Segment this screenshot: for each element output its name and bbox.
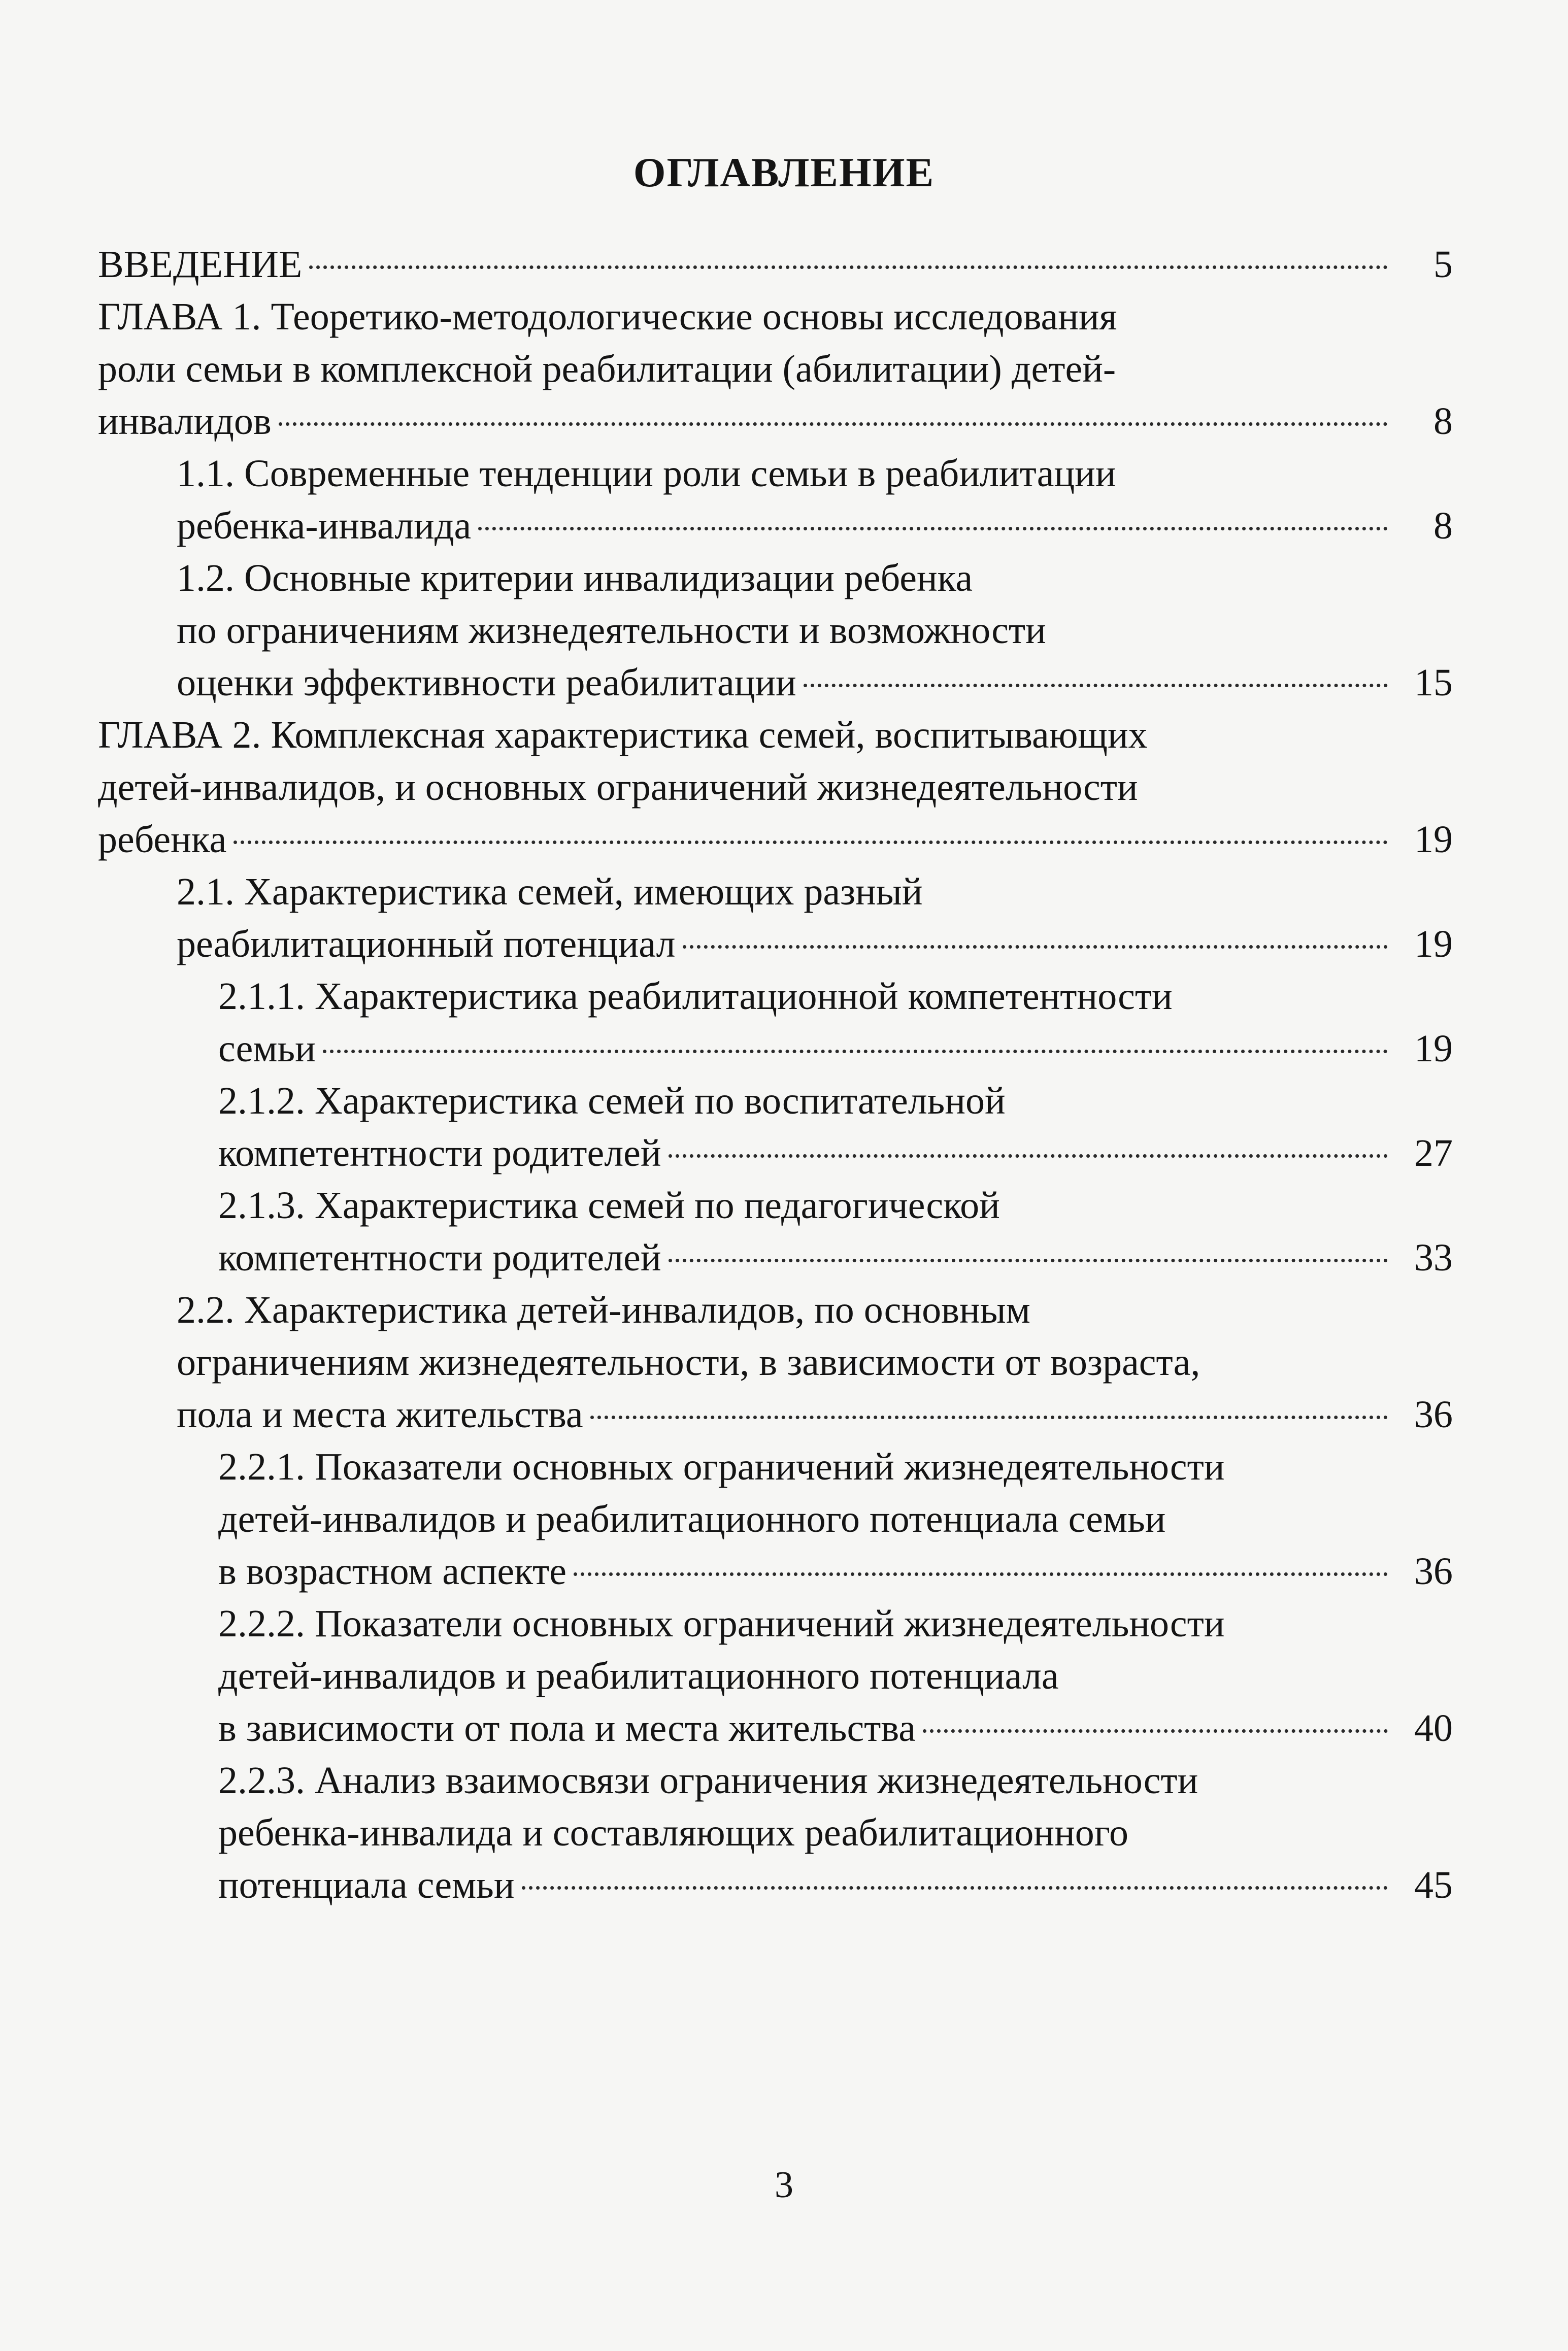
toc-entry-text: детей-инвалидов и реабилитационного потенциала [218,1655,1059,1697]
toc-entry-line [218,1180,1568,1232]
toc-entry-line [177,1389,1453,1441]
toc-entry [177,866,1568,970]
toc-entry [177,1284,1568,1441]
dot-leader [574,1572,1388,1576]
toc-entry-text: в зависимости от пола и места жительства [218,1707,916,1750]
toc-entry-text: компетентности родителей [218,1132,661,1174]
dot-leader [478,527,1388,530]
toc-page-number: 8 [1433,505,1453,547]
toc-entry-text: 2.1.1. Характеристика реабилитационной компетентности [218,975,1173,1018]
dot-leader [923,1729,1388,1733]
toc-entry-line [218,1807,1568,1859]
toc-entry-line [218,1546,1453,1598]
toc-entry-text: по ограничениям жизнедеятельности и возможности [177,609,1046,652]
toc-entry-line [218,1755,1568,1807]
toc-entry-line [177,552,1568,604]
toc-entry-line [98,814,1453,866]
toc-entry-line [177,657,1453,709]
toc-page-number: 5 [1433,243,1453,286]
toc-page-number: 19 [1414,818,1453,861]
toc-entry-text: 2.1.3. Характеристика семей по педагогической [218,1184,1000,1227]
toc-entry-text: потенциала семьи [218,1864,515,1906]
toc-entry-line [218,1493,1568,1546]
toc-entry-line [218,970,1568,1023]
toc-entry-text: ГЛАВА 1. Теоретико-методологические основы исследования [98,295,1117,338]
toc-entry-text: ребенка-инвалида и составляющих реабилитационного [218,1811,1129,1854]
toc-entry [218,1075,1568,1180]
toc-entry [218,1755,1568,1911]
toc-entry-line [98,291,1568,343]
toc-entry-line [177,448,1568,500]
dot-leader [309,265,1388,269]
dot-leader [804,684,1388,687]
toc-entry-line [218,1650,1568,1702]
toc-entry-text: в возрастном аспекте [218,1550,567,1593]
toc-page-number: 45 [1414,1864,1453,1906]
toc-entry-line [218,1702,1453,1755]
toc-page-number: 33 [1414,1236,1453,1279]
toc-page-number: 8 [1433,400,1453,443]
dot-leader [522,1886,1388,1890]
dot-leader [233,841,1388,844]
toc-entry-text: 2.1. Характеристика семей, имеющих разный [177,870,923,913]
toc-entry-line [218,1232,1453,1284]
toc-entry-text: оценки эффективности реабилитации [177,661,796,704]
toc-entry-line [218,1023,1453,1075]
page-number: 3 [775,2164,793,2206]
toc-page-number: 19 [1414,923,1453,965]
toc-entry [218,1598,1568,1755]
toc-entry-text: пола и места жительства [177,1393,583,1436]
toc-entry-text: 1.2. Основные критерии инвалидизации ребенка [177,557,973,599]
toc-page-number: 19 [1414,1027,1453,1070]
toc-page-number: 15 [1414,661,1453,704]
toc-entry [177,552,1568,709]
toc-entry [218,1441,1568,1598]
toc-entry-text: реабилитационный потенциал [177,923,676,965]
dot-leader [683,945,1388,949]
toc-entry-line [177,1336,1568,1389]
toc-page-number: 27 [1414,1132,1453,1174]
dot-leader [669,1154,1388,1158]
toc-entry-line [98,239,1453,291]
toc-entry-line [177,1284,1568,1336]
toc-entry-text: 2.1.2. Характеристика семей по воспитательной [218,1080,1006,1122]
toc-entry-line [218,1441,1568,1493]
toc-entry-line [218,1859,1453,1911]
toc-entry-line [218,1127,1453,1180]
toc-entry-line [177,918,1453,970]
toc-entry-line [177,866,1568,918]
toc-entry-line [177,500,1453,552]
toc-entry-text: детей-инвалидов, и основных ограничений жизнедеятельности [98,766,1138,809]
toc-entry-text: 2.2. Характеристика детей-инвалидов, по основным [177,1289,1030,1331]
toc-entry-line [98,343,1568,395]
toc-entry-text: детей-инвалидов и реабилитационного потенциала семьи [218,1498,1166,1540]
toc-entry-text: 2.2.3. Анализ взаимосвязи ограничения жизнедеятельности [218,1759,1198,1802]
toc-entry-text: компетентности родителей [218,1236,661,1279]
toc-entry-text: 2.2.2. Показатели основных ограничений жизнедеятельности [218,1602,1225,1645]
dot-leader [590,1416,1388,1419]
dot-leader [279,422,1388,426]
toc-entry [177,448,1568,552]
toc-entry-line [98,761,1568,814]
toc-page-number: 36 [1414,1393,1453,1436]
toc-entry-text: семьи [218,1027,316,1070]
toc-page-number: 40 [1414,1707,1453,1750]
toc-entry [98,709,1568,866]
toc-entry-text: 1.1. Современные тенденции роли семьи в реабилитации [177,452,1116,495]
toc-entry-text: ребенка-инвалида [177,505,472,547]
toc-entry-line [177,604,1568,657]
toc-entry-text: ограничениям жизнедеятельности, в зависимости от возраста, [177,1341,1200,1384]
toc-entry-line [218,1075,1568,1127]
toc-entry [218,970,1568,1075]
toc-entry [98,291,1568,448]
toc-entry-text: роли семьи в комплексной реабилитации (абилитации) детей- [98,348,1116,390]
dot-leader [323,1050,1388,1053]
table-of-contents [0,239,1568,1911]
toc-entry-line [98,395,1453,448]
dot-leader [669,1259,1388,1262]
toc-page-number: 36 [1414,1550,1453,1593]
toc-entry [98,239,1568,291]
page-heading: ОГЛАВЛЕНИЕ [633,149,935,195]
toc-entry-line [218,1598,1568,1650]
toc-entry-text: ВВЕДЕНИЕ [98,243,303,286]
toc-entry-text: инвалидов [98,400,272,443]
toc-entry-text: ребенка [98,818,227,861]
toc-entry-text: 2.2.1. Показатели основных ограничений жизнедеятельности [218,1446,1225,1488]
toc-entry-text: ГЛАВА 2. Комплексная характеристика семей, воспитывающих [98,714,1148,756]
toc-entry [218,1180,1568,1284]
toc-entry-line [98,709,1568,761]
